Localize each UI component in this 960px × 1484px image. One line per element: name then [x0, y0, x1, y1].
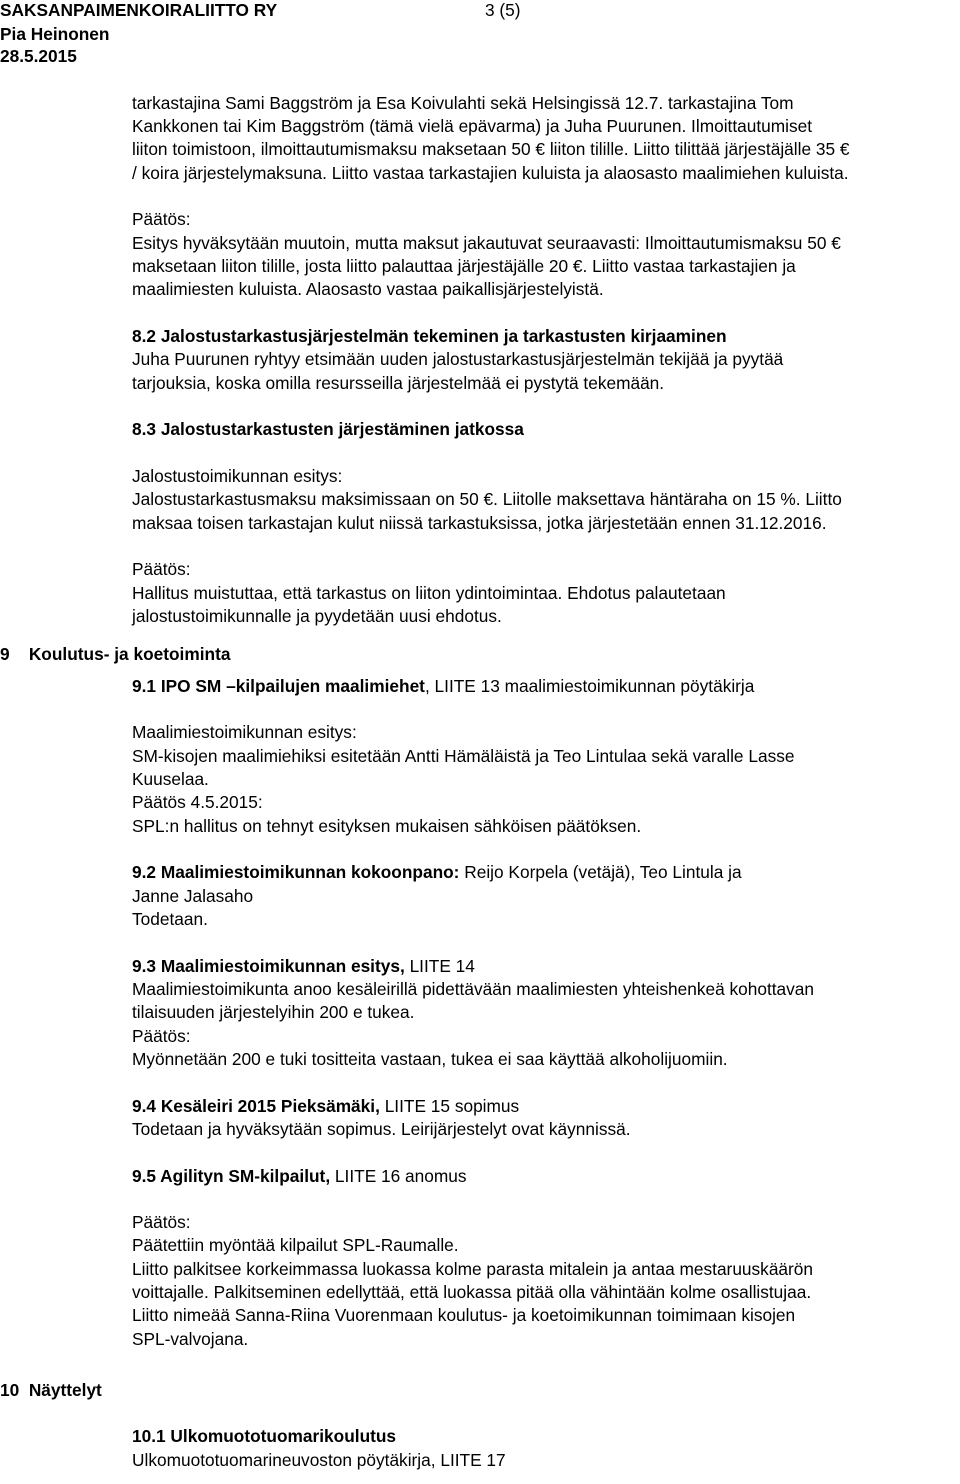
decision-label: Päätös:	[132, 209, 191, 230]
paragraph-line: Jalostustarkastusmaksu maksimissaan on 50 €. Liitolle maksettava häntäraha on 15 %. Liitto	[132, 489, 842, 510]
section-title	[132, 1166, 467, 1187]
paragraph-line: tarkastajina Sami Baggström ja Esa Koivulahti sekä Helsingissä 12.7. tarkastajina Tom	[132, 92, 794, 113]
section-title-bold: 9.2 Maalimiestoimikunnan kokoonpano:	[132, 862, 460, 883]
section-title-rest: , LIITE 13 maalimiestoimikunnan pöytäkirja	[424, 675, 755, 696]
paragraph-line: Janne Jalasaho	[132, 885, 254, 906]
section-10-heading: 10 Näyttelyt	[0, 1379, 102, 1400]
section-title-rest: LIITE 14	[404, 955, 475, 976]
paragraph-line: Liitto nimeää Sanna-Riina Vuorenmaan koulutus- ja koetoimikunnan toimimaan kisojen	[132, 1305, 796, 1326]
paragraph-line: Juha Puurunen ryhtyy etsimään uuden jalostustarkastusjärjestelmän tekijää ja pyytää	[132, 349, 784, 370]
paragraph-line: Hallitus muistuttaa, että tarkastus on liiton ydintoimintaa. Ehdotus palautetaan	[132, 582, 726, 603]
org-name: SAKSANPAIMENKOIRALIITTO RY	[0, 0, 278, 20]
paragraph-line: Myönnetään 200 e tuki tositteita vastaan, tukea ei saa käyttää alkoholijuomiin.	[132, 1048, 728, 1069]
proposal-label: Maalimiestoimikunnan esitys:	[132, 722, 357, 743]
section-title	[132, 676, 754, 697]
paragraph-line: SPL-valvojana.	[132, 1328, 249, 1349]
paragraph-line: liiton toimistoon, ilmoittautumismaksu maksetaan 50 € liiton tilille. Liitto tilittää järjestäjälle 35 €	[132, 139, 850, 160]
decision-label: Päätös:	[132, 1212, 191, 1233]
section-title-rest: Reijo Korpela (vetäjä), Teo Lintula ja	[459, 862, 742, 883]
decision-label: Päätös:	[132, 1025, 191, 1046]
section-title: 8.3 Jalostustarkastusten järjestäminen jatkossa	[132, 419, 524, 440]
proposal-label: Jalostustoimikunnan esitys:	[132, 465, 343, 486]
paragraph-line: Todetaan.	[132, 909, 208, 929]
paragraph-line: voittajalle. Palkitseminen edellyttää, että luokassa pitää olla vähintään kolme osallistujaa.	[132, 1282, 812, 1303]
paragraph-line: SM-kisojen maalimiehiksi esitetään Antti Hämäläistä ja Teo Lintulaa sekä varalle Lasse	[132, 745, 795, 766]
section-title	[132, 956, 475, 977]
section-title-bold: 9.4 Kesäleiri 2015 Pieksämäki,	[132, 1095, 380, 1116]
paragraph-line: SPL:n hallitus on tehnyt esityksen mukaisen sähköisen päätöksen.	[132, 815, 642, 836]
section-title-rest: LIITE 15 sopimus	[379, 1095, 520, 1116]
document-date: 28.5.2015	[0, 46, 77, 66]
paragraph-line: Päätettiin myöntää kilpailut SPL-Raumalle.	[132, 1235, 459, 1256]
paragraph-line: / koira järjestelymaksuna. Liitto vastaa tarkastajien kuluista ja alaosasto maalimiehen kuluista.	[132, 162, 849, 183]
paragraph-line: Liitto palkitsee korkeimmassa luokassa kolme parasta mitalein ja antaa mestaruuskäärön	[132, 1258, 814, 1279]
paragraph-line: Kuuselaa.	[132, 769, 209, 790]
paragraph-line: maksetaan liiton tilille, josta liitto palauttaa järjestäjälle 20 €. Liitto vastaa tarkastajien ja	[132, 256, 796, 277]
decision-label: Päätös:	[132, 559, 191, 580]
section-title	[132, 862, 742, 883]
paragraph-line: Esitys hyväksytään muutoin, mutta maksut jakautuvat seuraavasti: Ilmoittautumismaksu 50 €	[132, 232, 841, 253]
paragraph-line: jalostustoimikunnalle ja pyydetään uusi ehdotus.	[132, 605, 502, 626]
decision-label: Päätös 4.5.2015:	[132, 792, 263, 813]
section-title: 10.1 Ulkomuototuomarikoulutus	[132, 1426, 397, 1447]
section-title-bold: 9.5 Agilityn SM-kilpailut,	[132, 1165, 331, 1186]
paragraph-line: tarjouksia, koska omilla resursseilla järjestelmää ei pystytä tekemään.	[132, 372, 665, 393]
page-number: 3 (5)	[485, 0, 521, 20]
paragraph-line: Ulkomuototuomarineuvoston pöytäkirja, LIITE 17	[132, 1449, 506, 1470]
paragraph-line: Maalimiestoimikunta anoo kesäleirillä pidettävään maalimiesten yhteishenkeä kohottavan	[132, 978, 815, 999]
paragraph-line: tilaisuuden järjestelyihin 200 e tukea.	[132, 1002, 415, 1023]
paragraph-line: maksaa toisen tarkastajan kulut niissä tarkastuksissa, jotka järjestetään ennen 31.12.2016.	[132, 512, 827, 533]
paragraph-line: Todetaan ja hyväksytään sopimus. Leirijärjestelyt ovat käynnissä.	[132, 1118, 631, 1139]
section-title: 8.2 Jalostustarkastusjärjestelmän tekeminen ja tarkastusten kirjaaminen	[132, 326, 727, 346]
paragraph-line: Kankkonen tai Kim Baggström (tämä vielä epävarma) ja Juha Puurunen. Ilmoittautumiset	[132, 116, 813, 137]
section-title-bold: 9.3 Maalimiestoimikunnan esitys,	[132, 955, 405, 976]
paragraph-line: maalimiesten kuluista. Alaosasto vastaa paikallisjärjestelyistä.	[132, 279, 604, 300]
section-title-bold: 9.1 IPO SM –kilpailujen maalimiehet	[132, 675, 425, 696]
section-title-rest: LIITE 16 anomus	[330, 1165, 467, 1186]
section-9-heading: 9 Koulutus- ja koetoiminta	[0, 644, 231, 664]
author-name: Pia Heinonen	[0, 24, 110, 44]
section-title	[132, 1096, 519, 1117]
